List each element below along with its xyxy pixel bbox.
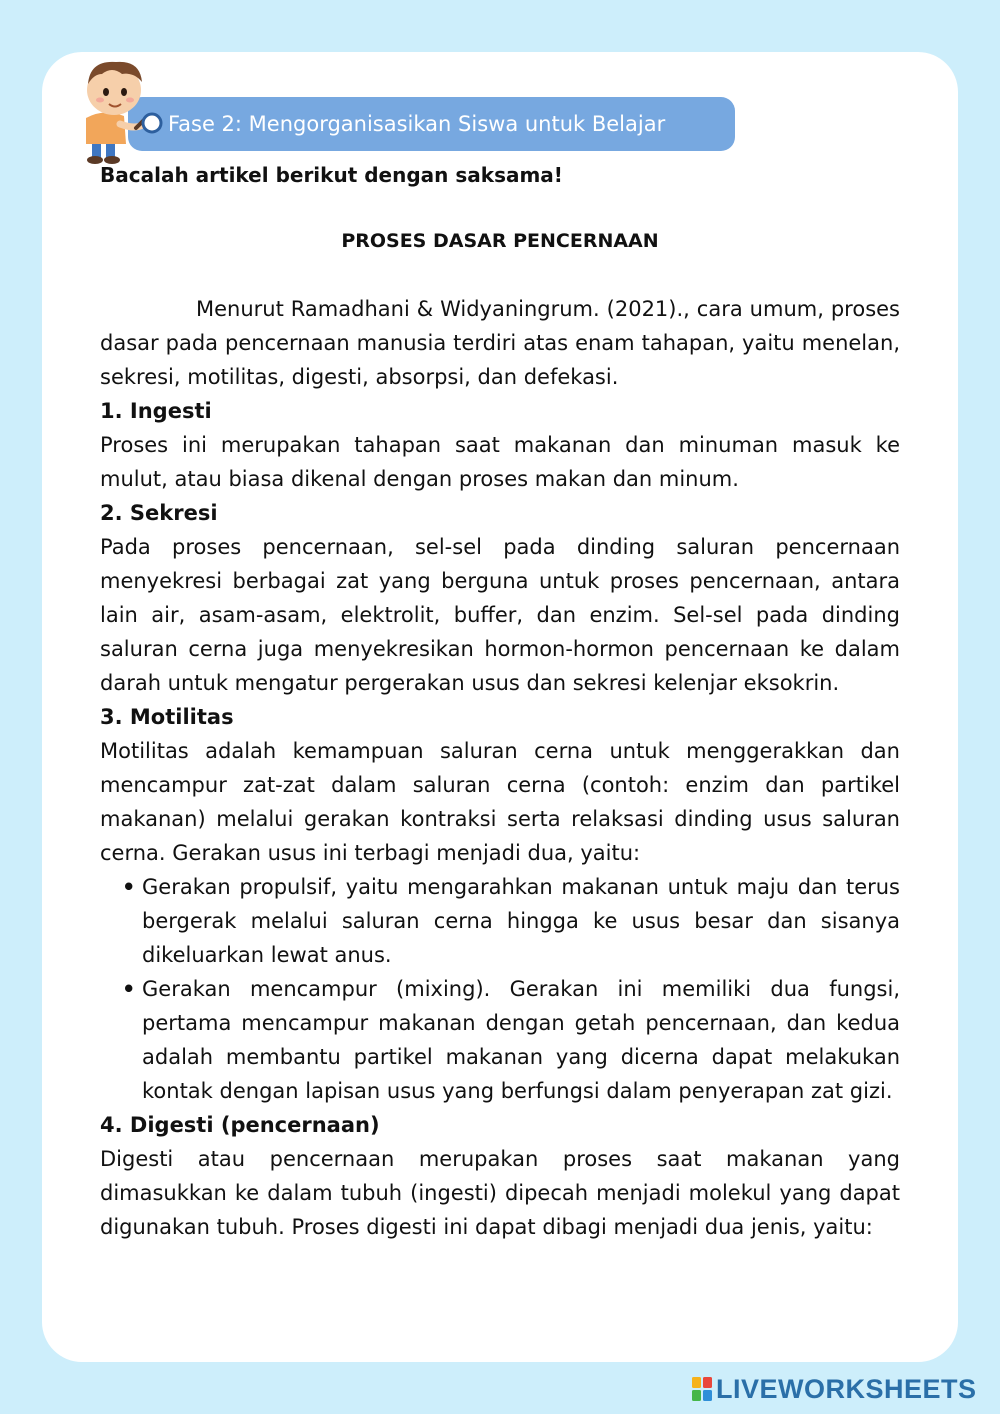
- bullet-text: Gerakan propulsif, yaitu mengarahkan makanan untuk maju dan terus bergerak melalui saluran cerna hingga ke usus besar dan sisanya dikeluarkan lewat anus.: [142, 875, 900, 967]
- section-body-sekresi: Pada proses pencernaan, sel-sel pada dinding saluran pencernaan menyekresi berbagai zat yang berguna untuk proses pencernaan, antara lain air, asam-asam, elektrolit, buffer, dan enzim. Sel-sel pada dinding saluran cerna juga menyekresikan hormon-hormon pencernaan ke dalam darah untuk mengatur pergerakan usus dan sekresi kelenjar eksokrin.: [100, 535, 900, 695]
- instruction-text: Bacalah artikel berikut dengan saksama!: [100, 163, 563, 187]
- section-body-ingesti: Proses ini merupakan tahapan saat makanan dan minuman masuk ke mulut, atau biasa dikenal dengan proses makan dan minum.: [100, 433, 900, 491]
- bullet-text: Gerakan mencampur (mixing). Gerakan ini memiliki dua fungsi, pertama mencampur makanan dengan getah pencernaan, dan kedua adalah membantu partikel makanan yang dicerna dapat melakukan kontak dengan lapisan usus yang berfungsi dalam penyerapan zat gizi.: [142, 977, 900, 1103]
- article-title: PROSES DASAR PENCERNAAN: [341, 230, 659, 252]
- phase-banner: [128, 97, 735, 151]
- liveworksheets-brand: [692, 1372, 977, 1406]
- intro-paragraph: Menurut Ramadhani & Widyaningrum. (2021)., cara umum, proses dasar pada pencernaan manusia terdiri atas enam tahapan, yaitu menelan, sekresi, motilitas, digesti, absorpsi, dan defekasi.: [100, 297, 900, 389]
- section-heading-sekresi: 2. Sekresi: [100, 501, 218, 525]
- boy-with-magnifier-icon: [76, 54, 176, 166]
- article-content: [100, 158, 900, 1244]
- section-heading-motilitas: 3. Motilitas: [100, 705, 234, 729]
- motilitas-bullet-list: [100, 870, 900, 1108]
- liveworksheets-logo-icon: [692, 1377, 712, 1401]
- list-item: [122, 870, 900, 972]
- bullet-icon: •: [122, 977, 136, 1001]
- section-body-motilitas: Motilitas adalah kemampuan saluran cerna untuk menggerakkan dan mencampur zat-zat dalam saluran cerna (contoh: enzim dan partikel makanan) melalui gerakan kontraksi serta relaksasi dinding usus saluran cerna. Gerakan usus ini terbagi menjadi dua, yaitu:: [100, 739, 900, 865]
- brand-wordmark: LIVEWORKSHEETS: [716, 1373, 977, 1404]
- section-heading-ingesti: 1. Ingesti: [100, 399, 212, 423]
- phase-label: Fase 2: Mengorganisasikan Siswa untuk Belajar: [168, 112, 666, 136]
- section-heading-digesti: 4. Digesti (pencernaan): [100, 1113, 380, 1137]
- bullet-icon: •: [122, 875, 136, 899]
- list-item: [122, 972, 900, 1108]
- section-body-digesti: Digesti atau pencernaan merupakan proses saat makanan yang dimasukkan ke dalam tubuh (ingesti) dipecah menjadi molekul yang dapat digunakan tubuh. Proses digesti ini dapat dibagi menjadi dua jenis, yaitu:: [100, 1147, 900, 1239]
